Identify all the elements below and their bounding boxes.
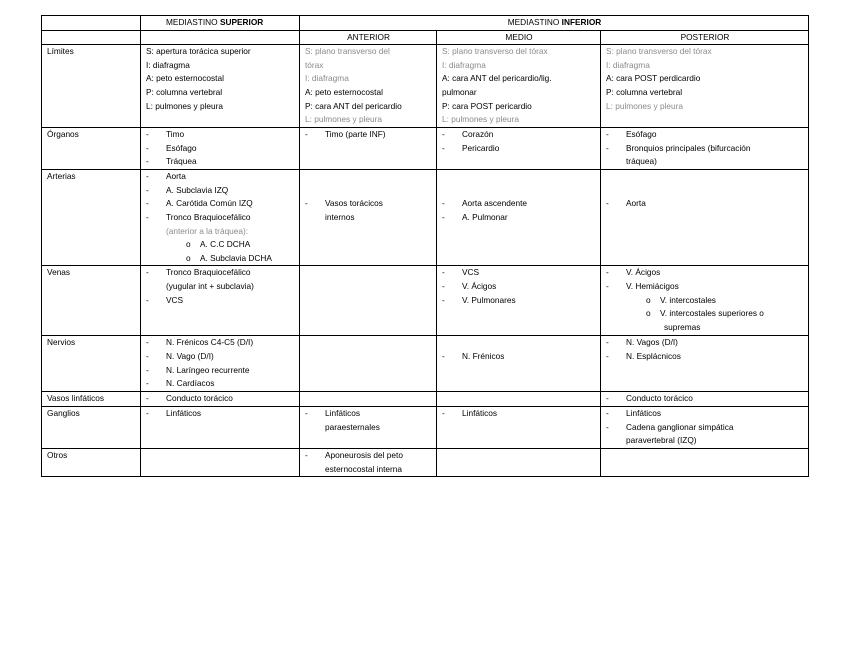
list-item: - N. Vago (D/I) [146, 350, 214, 361]
cell-organos-posterior [601, 128, 809, 170]
list-item-continuation: esternocostal interna [325, 463, 403, 474]
cell-venas-medio [437, 266, 601, 336]
cell-vasos-posterior [601, 392, 809, 407]
cell-organos-superior [141, 128, 300, 170]
list-item: - Bronquios principales (bifurcación [606, 142, 751, 153]
list-item: - Linfáticos [606, 407, 662, 418]
list-item: - Linfáticos [305, 407, 361, 418]
list-item: - Esófago [606, 129, 657, 140]
list-item: - N. Laríngeo recurrente [146, 364, 250, 375]
row-vasos-linfaticos [42, 392, 809, 407]
list-item: - Pericardio [442, 142, 500, 153]
header-superior: MEDIASTINO SUPERIOR [141, 16, 300, 31]
list-item: - N. Cardíacos [146, 378, 215, 389]
header-row-1 [42, 16, 809, 31]
limit-line: L: pulmones y pleura [442, 114, 520, 125]
row-venas [42, 266, 809, 336]
limit-line: P: columna vertebral [146, 86, 223, 97]
limit-line: A: peto esternocostal [305, 86, 383, 97]
list-item: - N. Frénicos C4-C5 (D/I) [146, 337, 254, 348]
header-row-2 [42, 30, 809, 45]
row-label: Otros [42, 448, 141, 476]
cell-arterias-medio [437, 170, 601, 266]
row-label: Nervios [42, 336, 141, 392]
list-item: - N. Esplácnicos [606, 350, 681, 361]
cell-nervios-posterior [601, 336, 809, 392]
header-medio: MEDIO [437, 30, 601, 45]
cell-nervios-anterior [300, 336, 437, 392]
cell-limites-medio [437, 45, 601, 128]
cell-organos-anterior [300, 128, 437, 170]
list-item: - VCS [442, 267, 480, 278]
list-item-continuation: (yugular int + subclavia) [166, 280, 254, 291]
list-item: - V. Pulmonares [442, 294, 516, 305]
sub-list-item: o A. Subclavia DCHA [186, 252, 272, 263]
cell-ganglios-medio [437, 406, 601, 448]
cell-ganglios-posterior [601, 406, 809, 448]
row-arterias [42, 170, 809, 266]
list-item: - Linfáticos [146, 407, 202, 418]
cell-arterias-superior [141, 170, 300, 266]
list-item: - Conducto torácico [606, 393, 693, 404]
limit-line: A: cara ANT del pericardio/lig. [442, 73, 552, 84]
limit-line: I: diafragma [305, 73, 349, 84]
list-item: - Esófago [146, 142, 197, 153]
cell-otros-superior [141, 448, 300, 476]
limit-line: S: apertura torácica superior [146, 46, 251, 57]
row-otros [42, 448, 809, 476]
sub-list-item: o V. intercostales [646, 294, 716, 305]
mediastinum-table [41, 15, 809, 477]
list-item: - N. Vagos (D/I) [606, 337, 678, 348]
sub-list-item: o V. intercostales superiores o [646, 308, 764, 319]
limit-line: S: plano transverso del tórax [606, 46, 712, 57]
cell-arterias-posterior [601, 170, 809, 266]
cell-vasos-superior [141, 392, 300, 407]
cell-nervios-medio [437, 336, 601, 392]
cell-otros-medio [437, 448, 601, 476]
list-item-continuation: paravertebral (IZQ) [626, 435, 697, 446]
list-item: - Cadena ganglionar simpática [606, 421, 734, 432]
list-item: - N. Frénicos [442, 350, 505, 361]
list-item: - Aorta [146, 171, 186, 182]
list-item: - Timo (parte INF) [305, 129, 386, 140]
list-item: - A. Carótida Común IZQ [146, 198, 253, 209]
limit-line: P: cara ANT del pericardio [305, 100, 402, 111]
cell-limites-posterior [601, 45, 809, 128]
list-item: - Corazón [442, 129, 494, 140]
limit-line: L: pulmones y pleura [606, 100, 684, 111]
cell-organos-medio [437, 128, 601, 170]
cell-nervios-superior [141, 336, 300, 392]
row-label: Ganglios [42, 406, 141, 448]
list-item-continuation: paraesternales [325, 421, 380, 432]
limit-line: I: diafragma [606, 59, 650, 70]
list-item: - Conducto torácico [146, 393, 233, 404]
limit-line: S: plano transverso del tórax [442, 46, 548, 57]
row-label: Límites [42, 45, 141, 128]
row-limites [42, 45, 809, 128]
list-item: - Vasos torácicos [305, 198, 383, 209]
limit-line: A: peto esternocostal [146, 73, 224, 84]
list-item-continuation: internos [325, 211, 355, 222]
list-item: - Tronco Braquiocefálico [146, 267, 251, 278]
row-label: Arterias [42, 170, 141, 266]
cell-venas-superior [141, 266, 300, 336]
cell-ganglios-superior [141, 406, 300, 448]
cell-otros-anterior [300, 448, 437, 476]
cell-otros-posterior [601, 448, 809, 476]
row-organos [42, 128, 809, 170]
list-item: - Tronco Braquiocefálico [146, 211, 251, 222]
list-item-continuation: (anterior a la tráquea): [166, 225, 249, 236]
limit-line: I: diafragma [146, 59, 190, 70]
limit-line: L: pulmones y pleura [146, 100, 224, 111]
list-item: - Aponeurosis del peto [305, 449, 403, 460]
limit-line: tórax [305, 59, 324, 70]
list-item: - Timo [146, 129, 185, 140]
limit-line: A: cara POST perdicardio [606, 73, 701, 84]
list-item: - Tráquea [146, 156, 197, 167]
header-anterior: ANTERIOR [300, 30, 437, 45]
list-item: - V. Ácigos [606, 267, 661, 278]
cell-limites-superior [141, 45, 300, 128]
sub-list-item: o A. C.C DCHA [186, 239, 251, 250]
row-label: Venas [42, 266, 141, 336]
list-item: - Linfáticos [442, 407, 498, 418]
list-item: - VCS [146, 294, 184, 305]
cell-vasos-anterior [300, 392, 437, 407]
cell-vasos-medio [437, 392, 601, 407]
limit-line: S: plano transverso del [305, 46, 390, 57]
sub-list-item-continuation: supremas [664, 321, 701, 332]
list-item: - A. Pulmonar [442, 211, 508, 222]
header-posterior: POSTERIOR [601, 30, 809, 45]
limit-line: I: diafragma [442, 59, 486, 70]
row-label: Órganos [42, 128, 141, 170]
corner-cell [42, 16, 141, 31]
limit-line: pulmonar [442, 86, 477, 97]
list-item: - Aorta ascendente [442, 198, 528, 209]
cell-venas-anterior [300, 266, 437, 336]
limit-line: L: pulmones y pleura [305, 114, 383, 125]
list-item-continuation: tráquea) [626, 156, 657, 167]
limit-line: P: columna vertebral [606, 86, 683, 97]
list-item: - V. Ácigos [442, 280, 497, 291]
list-item: - A. Subclavia IZQ [146, 184, 229, 195]
limit-line: P: cara POST pericardio [442, 100, 532, 111]
cell-ganglios-anterior [300, 406, 437, 448]
row-label: Vasos linfáticos [42, 392, 141, 407]
header-inferior: MEDIASTINO INFERIOR [300, 16, 809, 31]
list-item: - Aorta [606, 198, 646, 209]
row-ganglios [42, 406, 809, 448]
cell-arterias-anterior [300, 170, 437, 266]
cell-limites-anterior [300, 45, 437, 128]
row-nervios [42, 336, 809, 392]
list-item: - V. Hemiácigos [606, 280, 679, 291]
cell-venas-posterior [601, 266, 809, 336]
